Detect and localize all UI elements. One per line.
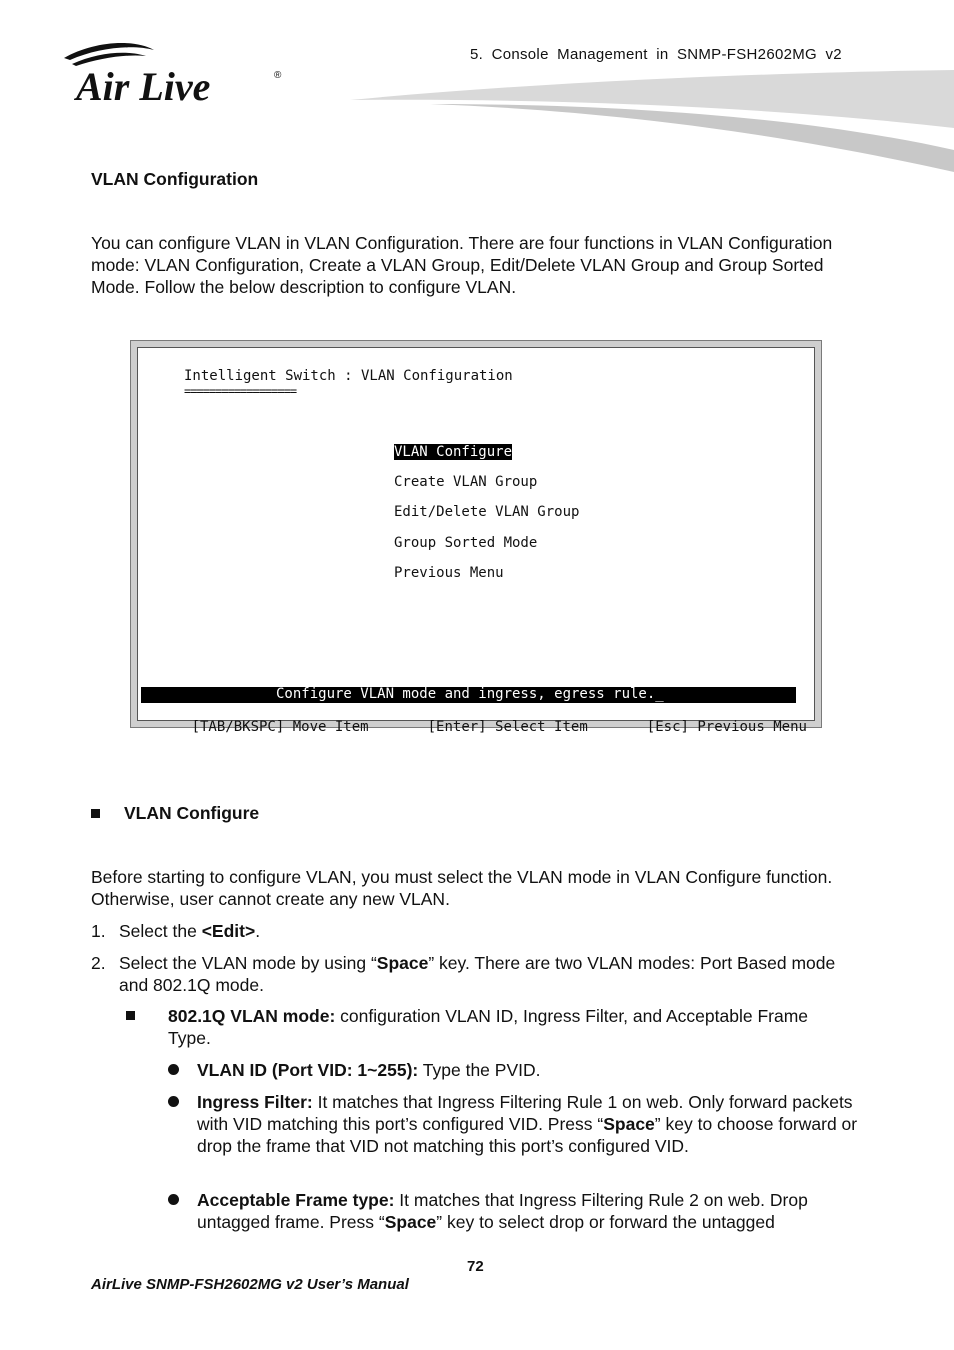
menu-item-vlan-configure[interactable]: VLAN Configure <box>394 444 513 460</box>
chapter-header: 5. Console Management in SNMP-FSH2602MG v2 <box>470 46 842 63</box>
logo-wordmark: Air Live <box>76 64 211 109</box>
hint-previous-menu: [Esc] Previous Menu <box>646 719 807 735</box>
console-screenshot <box>130 340 822 735</box>
subsection-title: VLAN Configure <box>91 803 259 824</box>
airlive-logo <box>62 40 292 110</box>
console-status-text: Configure VLAN mode and ingress, egress rule._ <box>276 686 664 702</box>
section-intro: You can configure VLAN in VLAN Configuration. There are four functions in VLAN Configuration mode: VLAN Configuration, Create a VLAN Group, Edit/Delete VLAN Group and Group Sorted Mode. Follow the below description to configure VLAN. <box>91 233 833 297</box>
manual-title: AirLive SNMP-FSH2602MG v2 User’s Manual <box>91 1276 409 1293</box>
logo-swoosh-icon <box>62 40 292 110</box>
step-2: 2. Select the VLAN mode by using “Space” key. There are two VLAN modes: Port Based mode and 802.1Q mode. <box>91 953 836 995</box>
hint-move-item: [TAB/BKSPC] Move Item <box>191 719 369 735</box>
page-number: 72 <box>467 1258 484 1275</box>
section-title: VLAN Configuration <box>91 169 259 189</box>
hint-select-item: [Enter] Select Item <box>427 719 588 735</box>
menu-item-group-sorted-mode[interactable]: Group Sorted Mode <box>394 535 538 551</box>
step-1: 1. Select the <Edit>. <box>91 921 261 941</box>
square-bullet-icon <box>126 1011 135 1020</box>
dot-bullet-icon <box>168 1194 179 1205</box>
menu-item-create-vlan-group[interactable]: Create VLAN Group <box>394 474 538 490</box>
subsection-intro: Before starting to configure VLAN, you must select the VLAN mode in VLAN Configure function. Otherwise, user cannot create any new VLAN. <box>91 867 833 909</box>
menu-item-previous-menu[interactable]: Previous Menu <box>394 565 504 581</box>
console-title-underline: ================== <box>184 384 297 398</box>
dot-bullet-icon <box>168 1096 179 1107</box>
square-bullet-icon <box>91 809 100 818</box>
console-title: Intelligent Switch : VLAN Configuration <box>184 368 513 384</box>
console-screen <box>137 347 815 735</box>
svg-text:®: ® <box>274 70 282 81</box>
console-status-bar <box>141 687 796 703</box>
menu-item-edit-delete-vlan-group[interactable]: Edit/Delete VLAN Group <box>394 504 580 520</box>
dot-bullet-icon <box>168 1064 179 1075</box>
console-key-hints <box>141 703 807 751</box>
